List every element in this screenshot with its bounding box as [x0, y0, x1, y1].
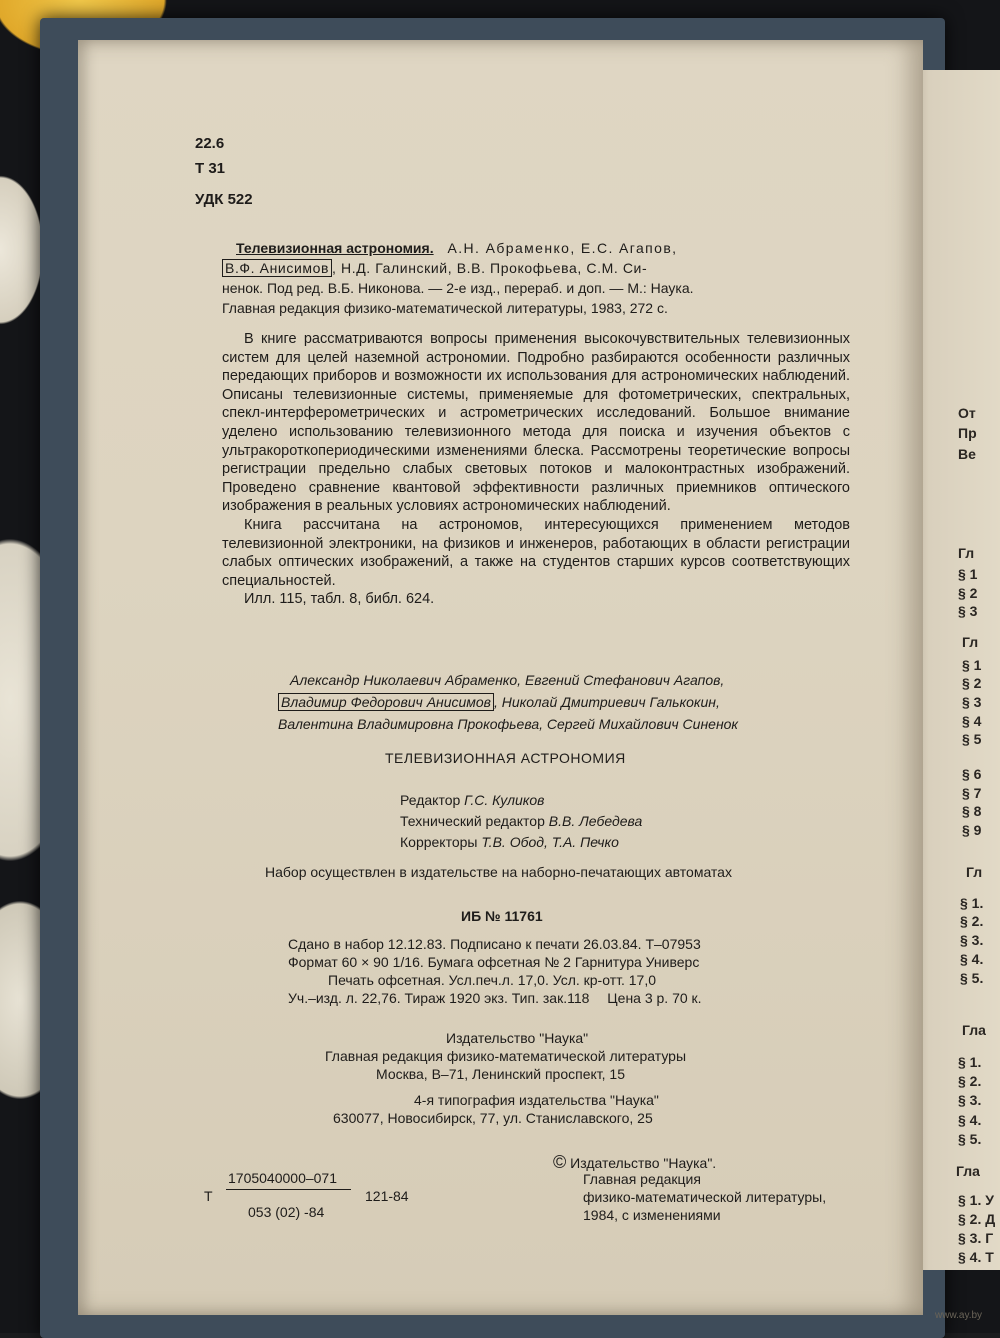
tech-editor-label: Технический редактор — [400, 813, 545, 829]
facing-page-fragment: § 7 — [962, 785, 982, 801]
proofreaders-label: Корректоры — [400, 834, 478, 850]
book-page — [78, 40, 923, 1315]
facing-page-fragment: § 9 — [962, 822, 982, 838]
facing-page-fragment: Пр — [958, 425, 977, 441]
authors-line2: , Н.Д. Галинский, В.В. Прокофьева, С.М. Си- — [332, 260, 648, 276]
facing-page-fragment: § 3 — [958, 603, 978, 619]
boxed-author: В.Ф. Анисимов — [222, 259, 332, 277]
bibliography-line4: Главная редакция физико-математической литературы, 1983, 272 с. — [222, 300, 668, 316]
abstract — [222, 330, 850, 609]
facing-page-fragment: § 2. — [960, 913, 984, 929]
publisher-address: Москва, В–71, Ленинский проспект, 15 — [376, 1066, 625, 1082]
facing-page-fragment: § 4. Т — [958, 1249, 994, 1265]
publisher-dept: Главная редакция физико-математической литературы — [325, 1048, 687, 1064]
print-info-line1: Сдано в набор 12.12.83. Подписано к печати 26.03.84. Т–07953 — [288, 936, 701, 952]
facing-page-fragment: § 2. — [958, 1073, 982, 1089]
index-denominator: 053 (02) -84 — [248, 1204, 325, 1220]
facing-page-fragment: § 1 — [962, 657, 982, 673]
watermark: www.ay.by — [935, 1310, 983, 1321]
full-authors-line2 — [278, 694, 720, 710]
index-letter: Т — [204, 1188, 213, 1204]
editor-credit — [400, 792, 544, 808]
copyright-symbol: © — [553, 1152, 567, 1172]
facing-page-fragment: § 4. — [958, 1112, 982, 1128]
authors-line1: А.Н. Абраменко, Е.С. Агапов, — [447, 240, 678, 256]
copyright-line3: физико-математической литературы, — [583, 1189, 827, 1205]
editor-name: Г.С. Куликов — [464, 792, 545, 808]
bibliography-line2 — [222, 260, 647, 276]
fraction-bar — [226, 1189, 351, 1190]
full-boxed-author: Владимир Федорович Анисимов — [278, 693, 494, 711]
bbk-code: 22.6 — [195, 135, 225, 152]
full-authors-line3: Валентина Владимировна Прокофьева, Сергей Михайлович Синенок — [278, 716, 739, 732]
facing-page-fragment: § 1. У — [958, 1192, 994, 1208]
facing-page-fragment: § 2 — [962, 675, 982, 691]
facing-page-fragment: Гл — [958, 545, 975, 561]
abstract-stats: Илл. 115, табл. 8, библ. 624. — [244, 591, 435, 608]
abstract-paragraph-2: Книга рассчитана на астрономов, интересующихся применением методов телевизионной электроники, на физиков и инженеров, работающих в области регистрации слабых оптических изображений, а также на студентов старших курсов соответствующих специальностей. — [222, 516, 850, 589]
publisher-name: Издательство "Наука" — [446, 1030, 589, 1046]
printer-address: 630077, Новосибирск, 77, ул. Станиславского, 25 — [333, 1110, 653, 1126]
bibliography-line1 — [236, 240, 677, 256]
facing-page-fragment: § 3. — [958, 1092, 982, 1108]
abstract-paragraph-1: В книге рассматриваются вопросы применения высокочувствительных телевизионных систем для целей наземной астрономии. Подробно разбираются особенности различных передающих приборов и возможности их использования для астрономических наблюдений. Описаны телевизионные системы, применяемые для фотометрических, спектральных, спекл-интерферометрических и астрометрических исследований. Большое внимание уделено использованию телевизионного метода для поиска и изучения объектов с ультракороткопериодическими изменениями блеска. Рассмотрены теоретические вопросы регистрации предельно слабых световых потоков и малоконтрастных изображений. Проведено сравнение квантовой эффективности различных приемников оптического изображения в реальных условиях астрономических наблюдений. — [222, 331, 850, 515]
facing-page-fragment: Гл — [962, 634, 979, 650]
print-info-line4 — [288, 990, 702, 1006]
facing-page-fragment: § 3 — [962, 694, 982, 710]
typeset-note: Набор осуществлен в издательстве на наборно-печатающих автоматах — [265, 864, 732, 880]
book-title-short: Телевизионная астрономия. — [236, 240, 434, 256]
proofreaders-credit — [400, 834, 619, 850]
facing-page-fragment: § 5. — [958, 1131, 982, 1147]
facing-page-fragment: § 1. — [960, 895, 984, 911]
proofreaders-names: Т.В. Обод, Т.А. Печко — [481, 834, 619, 850]
copyright-line1 — [553, 1152, 716, 1173]
index-numerator: 1705040000–071 — [228, 1170, 338, 1186]
facing-page-fragment: § 5. — [960, 970, 984, 986]
facing-page-fragment: От — [958, 405, 976, 421]
price: Цена 3 р. 70 к. — [607, 990, 702, 1006]
copyright-line4: 1984, с изменениями — [583, 1207, 721, 1223]
facing-page-fragment: § 4. — [960, 951, 984, 967]
udk-code: УДК 522 — [195, 191, 253, 208]
facing-page-fragment: § 1. — [958, 1054, 982, 1070]
bibliography-line3: ненок. Под ред. В.Б. Никонова. — 2-е изд., перераб. и доп. — М.: Наука. — [222, 280, 694, 296]
facing-page-fragment: § 3. — [960, 932, 984, 948]
author-mark: Т 31 — [195, 160, 226, 177]
facing-page-fragment: § 4 — [962, 713, 982, 729]
copyright-line2: Главная редакция — [583, 1171, 701, 1187]
facing-page-fragment: § 5 — [962, 731, 982, 747]
full-authors-line2-rest: , Николай Дмитриевич Галькокин, — [494, 694, 720, 710]
tech-editor-name: В.В. Лебедева — [548, 813, 643, 829]
facing-page-fragment: § 3. Г — [958, 1230, 994, 1246]
facing-page-fragment: Ве — [958, 446, 976, 462]
full-authors-line1: Александр Николаевич Абраменко, Евгений Стефанович Агапов, — [290, 672, 725, 688]
editor-label: Редактор — [400, 792, 461, 808]
index-right: 121-84 — [365, 1188, 409, 1204]
tech-editor-credit — [400, 813, 642, 829]
facing-page-fragment: § 2. Д — [958, 1211, 996, 1227]
print-info-line2: Формат 60 × 90 1/16. Бумага офсетная № 2 Гарнитура Универс — [288, 954, 700, 970]
printer-name: 4-я типография издательства "Наука" — [414, 1092, 659, 1108]
copyright-text1: Издательство "Наука". — [570, 1155, 717, 1171]
facing-page-fragment: Гла — [956, 1163, 980, 1179]
book-title: ТЕЛЕВИЗИОННАЯ АСТРОНОМИЯ — [385, 750, 626, 766]
facing-page-fragment: § 2 — [958, 585, 978, 601]
facing-page-fragment: § 1 — [958, 566, 978, 582]
facing-page-fragment: Гл — [966, 864, 983, 880]
ib-number: ИБ № 11761 — [461, 908, 543, 924]
print-info-l4-text: Уч.–изд. л. 22,76. Тираж 1920 экз. Тип. зак.118 — [288, 990, 590, 1006]
facing-page-fragment: Гла — [962, 1022, 986, 1038]
print-info-line3: Печать офсетная. Усл.печ.л. 17,0. Усл. кр-отт. 17,0 — [328, 972, 657, 988]
facing-page-fragment: § 8 — [962, 803, 982, 819]
facing-page-fragment: § 6 — [962, 766, 982, 782]
